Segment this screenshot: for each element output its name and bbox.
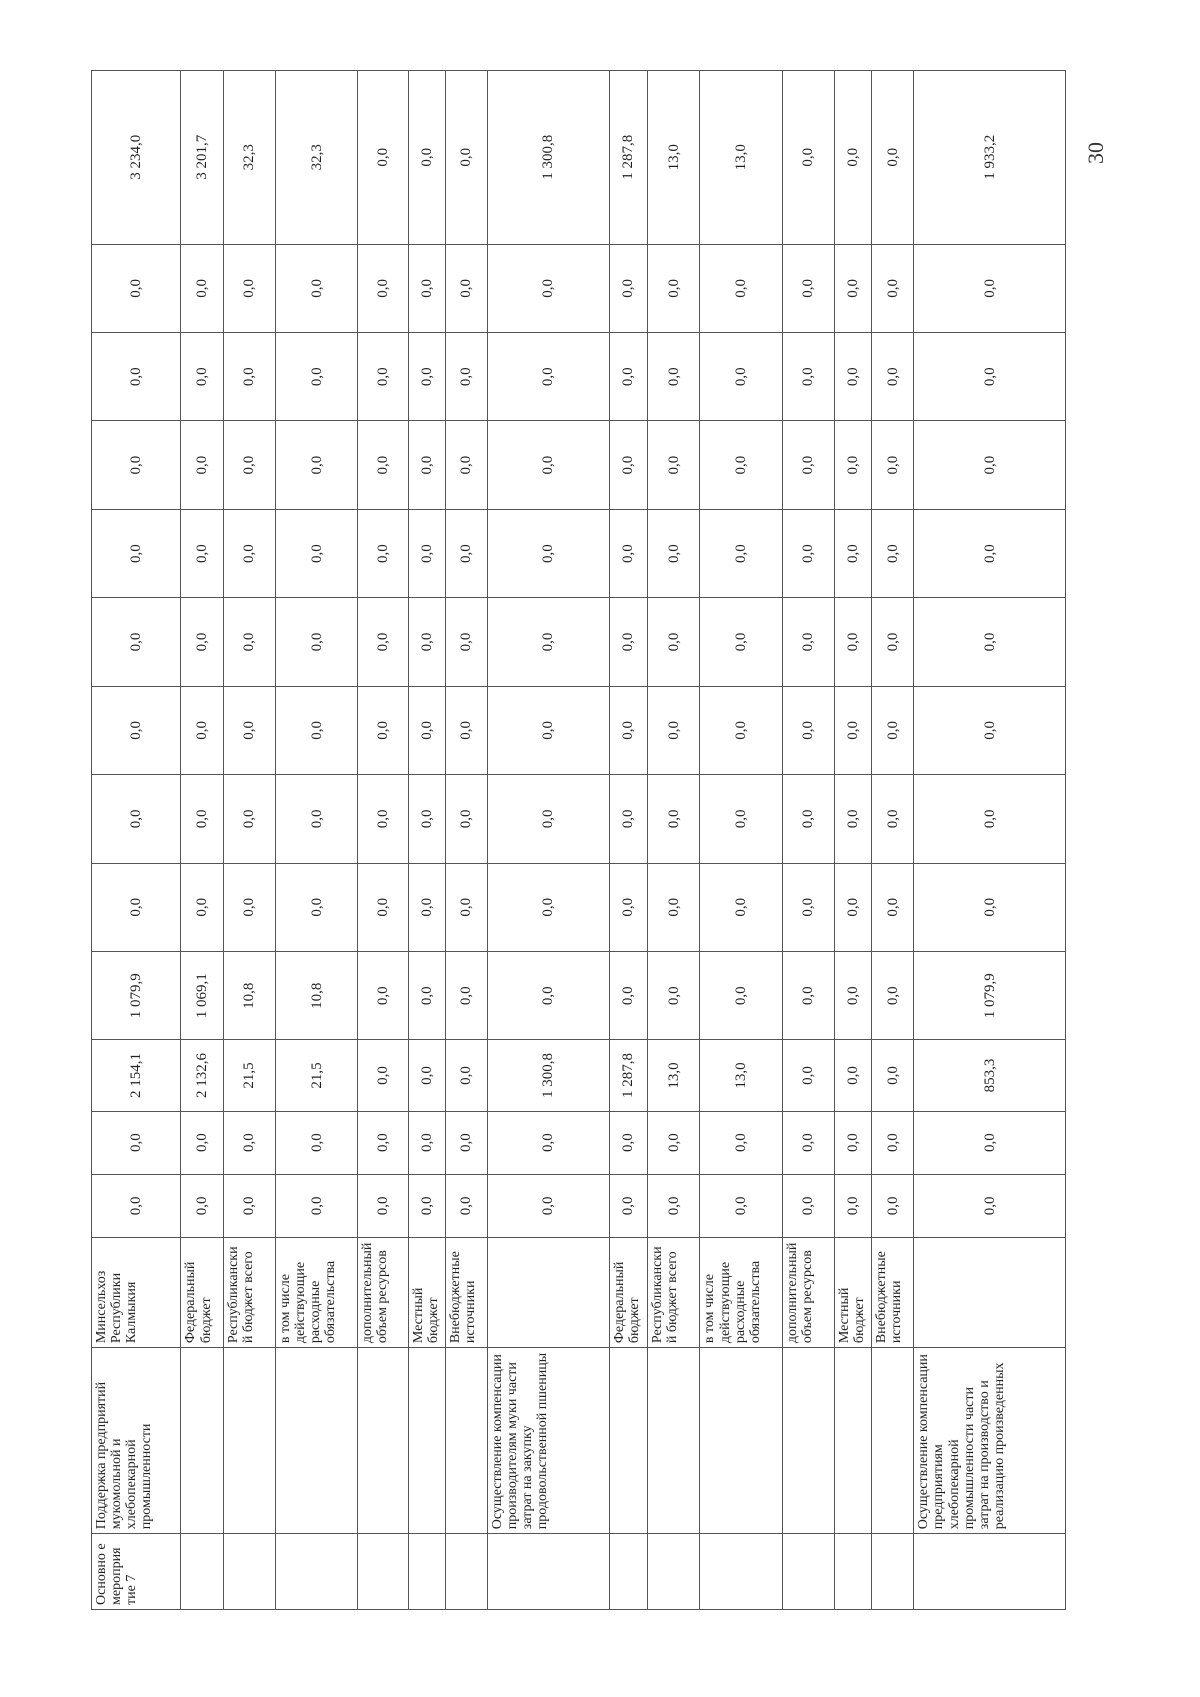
value-cell: 0,0 <box>914 686 1066 774</box>
value-cell: 1 079,9 <box>92 951 181 1039</box>
value-cell: 1 300,8 <box>487 71 609 245</box>
table-row <box>487 71 609 1610</box>
value-cell: 0,0 <box>223 686 276 774</box>
value-cell: 0,0 <box>445 333 487 421</box>
funding-source-cell: Республиканский бюджет всего <box>647 1237 700 1347</box>
value-cell: 0,0 <box>358 244 409 332</box>
value-cell: 0,0 <box>914 1174 1066 1237</box>
value-cell: 0,0 <box>782 1174 835 1237</box>
value-cell: 0,0 <box>358 333 409 421</box>
value-cell: 0,0 <box>408 951 445 1039</box>
value-cell: 0,0 <box>276 333 358 421</box>
table-row <box>408 71 445 1610</box>
value-cell: 0,0 <box>835 509 872 597</box>
value-cell: 0,0 <box>92 333 181 421</box>
event-name-cell: Осуществление компенсации предприятиям хлебопекарной промышленности части затрат на производство и реализацию произведенных <box>914 1348 1066 1534</box>
value-cell: 0,0 <box>358 598 409 686</box>
value-cell: 21,5 <box>223 1040 276 1111</box>
value-cell: 0,0 <box>92 598 181 686</box>
funding-source-cell: Минсельхоз Республики Калмыкия <box>92 1237 181 1347</box>
value-cell: 0,0 <box>223 775 276 863</box>
value-cell: 0,0 <box>647 598 700 686</box>
value-cell: 0,0 <box>181 775 223 863</box>
main-event-cell <box>358 1534 409 1610</box>
value-cell: 0,0 <box>487 1174 609 1237</box>
value-cell: 0,0 <box>92 775 181 863</box>
value-cell: 0,0 <box>872 333 914 421</box>
value-cell: 0,0 <box>276 509 358 597</box>
value-cell: 0,0 <box>872 1111 914 1174</box>
funding-source-cell: Федеральный бюджет <box>181 1237 223 1347</box>
value-cell: 0,0 <box>700 598 782 686</box>
main-event-cell: Основно е мероприя тие 7 <box>92 1534 181 1610</box>
value-cell: 0,0 <box>408 1174 445 1237</box>
value-cell: 0,0 <box>487 421 609 509</box>
budget-table <box>91 70 1066 1610</box>
table-row <box>782 71 835 1610</box>
event-name-cell <box>181 1348 223 1534</box>
value-cell: 0,0 <box>181 509 223 597</box>
value-cell: 0,0 <box>700 863 782 951</box>
table-row <box>700 71 782 1610</box>
value-cell: 0,0 <box>872 686 914 774</box>
value-cell: 0,0 <box>835 951 872 1039</box>
table-row <box>609 71 647 1610</box>
value-cell: 32,3 <box>276 71 358 245</box>
main-event-cell <box>223 1534 276 1610</box>
value-cell: 0,0 <box>835 775 872 863</box>
table-row <box>872 71 914 1610</box>
value-cell: 0,0 <box>647 686 700 774</box>
value-cell: 0,0 <box>647 1111 700 1174</box>
funding-source-cell: Местный бюджет <box>408 1237 445 1347</box>
funding-source-cell <box>914 1237 1066 1347</box>
table-row <box>181 71 223 1610</box>
value-cell: 0,0 <box>872 421 914 509</box>
event-name-cell <box>358 1348 409 1534</box>
value-cell: 0,0 <box>276 863 358 951</box>
value-cell: 0,0 <box>92 1111 181 1174</box>
value-cell: 0,0 <box>181 244 223 332</box>
rotated-table-container <box>91 70 1066 1610</box>
value-cell: 0,0 <box>782 1111 835 1174</box>
value-cell: 0,0 <box>782 775 835 863</box>
value-cell: 0,0 <box>835 1040 872 1111</box>
value-cell: 0,0 <box>358 421 409 509</box>
value-cell: 0,0 <box>276 598 358 686</box>
table-row <box>223 71 276 1610</box>
value-cell: 853,3 <box>914 1040 1066 1111</box>
value-cell: 0,0 <box>408 1040 445 1111</box>
main-event-cell <box>408 1534 445 1610</box>
value-cell: 0,0 <box>835 1174 872 1237</box>
funding-source-cell: Республиканский бюджет всего <box>223 1237 276 1347</box>
event-name-cell <box>408 1348 445 1534</box>
value-cell: 0,0 <box>647 775 700 863</box>
value-cell: 0,0 <box>408 775 445 863</box>
value-cell: 0,0 <box>609 1174 647 1237</box>
value-cell: 0,0 <box>487 598 609 686</box>
value-cell: 0,0 <box>872 951 914 1039</box>
funding-source-cell <box>487 1237 609 1347</box>
value-cell: 0,0 <box>92 421 181 509</box>
event-name-cell: Поддержка предприятий мукомольной и хлебопекарной промышленности <box>92 1348 181 1534</box>
value-cell: 0,0 <box>92 244 181 332</box>
value-cell: 0,0 <box>872 775 914 863</box>
value-cell: 0,0 <box>782 244 835 332</box>
value-cell: 0,0 <box>223 421 276 509</box>
value-cell: 0,0 <box>408 509 445 597</box>
main-event-cell <box>782 1534 835 1610</box>
value-cell: 0,0 <box>445 775 487 863</box>
table-row <box>445 71 487 1610</box>
value-cell: 0,0 <box>358 509 409 597</box>
value-cell: 0,0 <box>358 1111 409 1174</box>
value-cell: 0,0 <box>609 598 647 686</box>
value-cell: 0,0 <box>358 71 409 245</box>
funding-source-cell: Федеральный бюджет <box>609 1237 647 1347</box>
value-cell: 0,0 <box>223 333 276 421</box>
value-cell: 0,0 <box>647 1174 700 1237</box>
event-name-cell <box>223 1348 276 1534</box>
event-name-cell <box>276 1348 358 1534</box>
value-cell: 0,0 <box>914 244 1066 332</box>
value-cell: 0,0 <box>700 686 782 774</box>
value-cell: 0,0 <box>872 863 914 951</box>
value-cell: 0,0 <box>914 509 1066 597</box>
main-event-cell <box>181 1534 223 1610</box>
value-cell: 0,0 <box>408 333 445 421</box>
value-cell: 13,0 <box>700 71 782 245</box>
value-cell: 0,0 <box>872 509 914 597</box>
page-number: 30 <box>1083 142 1108 164</box>
value-cell: 0,0 <box>408 71 445 245</box>
value-cell: 0,0 <box>872 244 914 332</box>
value-cell: 0,0 <box>408 1111 445 1174</box>
value-cell: 0,0 <box>445 598 487 686</box>
value-cell: 32,3 <box>223 71 276 245</box>
funding-source-cell: Внебюджетные источники <box>872 1237 914 1347</box>
value-cell: 0,0 <box>487 775 609 863</box>
value-cell: 0,0 <box>276 421 358 509</box>
value-cell: 0,0 <box>445 244 487 332</box>
table-body <box>92 71 1066 1610</box>
value-cell: 0,0 <box>408 421 445 509</box>
value-cell: 0,0 <box>835 244 872 332</box>
value-cell: 0,0 <box>487 686 609 774</box>
value-cell: 0,0 <box>835 333 872 421</box>
value-cell: 0,0 <box>835 863 872 951</box>
value-cell: 0,0 <box>835 598 872 686</box>
value-cell: 0,0 <box>872 598 914 686</box>
main-event-cell <box>872 1534 914 1610</box>
value-cell: 0,0 <box>782 686 835 774</box>
value-cell: 13,0 <box>647 1040 700 1111</box>
value-cell: 2 132,6 <box>181 1040 223 1111</box>
value-cell: 1 079,9 <box>914 951 1066 1039</box>
value-cell: 0,0 <box>782 71 835 245</box>
value-cell: 0,0 <box>276 1174 358 1237</box>
main-event-cell <box>609 1534 647 1610</box>
value-cell: 3 234,0 <box>92 71 181 245</box>
value-cell: 0,0 <box>181 1111 223 1174</box>
value-cell: 0,0 <box>914 775 1066 863</box>
table-row <box>92 71 181 1610</box>
value-cell: 3 201,7 <box>181 71 223 245</box>
value-cell: 0,0 <box>609 775 647 863</box>
value-cell: 0,0 <box>609 863 647 951</box>
value-cell: 0,0 <box>487 509 609 597</box>
value-cell: 0,0 <box>358 686 409 774</box>
value-cell: 0,0 <box>358 775 409 863</box>
value-cell: 0,0 <box>223 1174 276 1237</box>
value-cell: 0,0 <box>445 421 487 509</box>
value-cell: 0,0 <box>782 509 835 597</box>
value-cell: 0,0 <box>647 244 700 332</box>
value-cell: 0,0 <box>835 686 872 774</box>
value-cell: 0,0 <box>358 951 409 1039</box>
funding-source-cell: Внебюджетные источники <box>445 1237 487 1347</box>
value-cell: 0,0 <box>181 333 223 421</box>
value-cell: 0,0 <box>408 244 445 332</box>
value-cell: 0,0 <box>782 951 835 1039</box>
value-cell: 0,0 <box>223 244 276 332</box>
value-cell: 0,0 <box>445 71 487 245</box>
value-cell: 21,5 <box>276 1040 358 1111</box>
value-cell: 0,0 <box>487 863 609 951</box>
value-cell: 0,0 <box>700 421 782 509</box>
value-cell: 0,0 <box>835 421 872 509</box>
value-cell: 0,0 <box>872 1040 914 1111</box>
value-cell: 0,0 <box>445 509 487 597</box>
value-cell: 1 069,1 <box>181 951 223 1039</box>
value-cell: 0,0 <box>408 863 445 951</box>
value-cell: 0,0 <box>609 1111 647 1174</box>
value-cell: 2 154,1 <box>92 1040 181 1111</box>
value-cell: 0,0 <box>445 863 487 951</box>
value-cell: 0,0 <box>445 951 487 1039</box>
value-cell: 0,0 <box>181 686 223 774</box>
event-name-cell <box>647 1348 700 1534</box>
value-cell: 0,0 <box>914 1111 1066 1174</box>
value-cell: 0,0 <box>835 71 872 245</box>
value-cell: 0,0 <box>223 863 276 951</box>
table-row <box>276 71 358 1610</box>
main-event-cell <box>914 1534 1066 1610</box>
value-cell: 0,0 <box>276 775 358 863</box>
funding-source-cell: в том числе действующие расходные обязательства <box>276 1237 358 1347</box>
value-cell: 1 287,8 <box>609 1040 647 1111</box>
value-cell: 0,0 <box>914 333 1066 421</box>
value-cell: 0,0 <box>647 333 700 421</box>
funding-source-cell: в том числе действующие расходные обязательства <box>700 1237 782 1347</box>
funding-source-cell: дополнительный объем ресурсов <box>358 1237 409 1347</box>
value-cell: 0,0 <box>609 421 647 509</box>
value-cell: 10,8 <box>276 951 358 1039</box>
funding-source-cell: Местный бюджет <box>835 1237 872 1347</box>
value-cell: 0,0 <box>445 1040 487 1111</box>
value-cell: 0,0 <box>782 598 835 686</box>
main-event-cell <box>487 1534 609 1610</box>
value-cell: 0,0 <box>445 1174 487 1237</box>
value-cell: 0,0 <box>609 509 647 597</box>
value-cell: 0,0 <box>408 686 445 774</box>
value-cell: 1 300,8 <box>487 1040 609 1111</box>
value-cell: 0,0 <box>782 863 835 951</box>
value-cell: 0,0 <box>223 598 276 686</box>
value-cell: 0,0 <box>181 863 223 951</box>
table-row <box>914 71 1066 1610</box>
value-cell: 0,0 <box>647 863 700 951</box>
event-name-cell <box>872 1348 914 1534</box>
value-cell: 0,0 <box>92 509 181 597</box>
value-cell: 0,0 <box>358 863 409 951</box>
main-event-cell <box>276 1534 358 1610</box>
value-cell: 1 287,8 <box>609 71 647 245</box>
value-cell: 0,0 <box>609 333 647 421</box>
value-cell: 0,0 <box>223 1111 276 1174</box>
value-cell: 0,0 <box>223 509 276 597</box>
value-cell: 0,0 <box>700 333 782 421</box>
value-cell: 0,0 <box>782 1040 835 1111</box>
value-cell: 0,0 <box>276 244 358 332</box>
value-cell: 0,0 <box>914 598 1066 686</box>
value-cell: 0,0 <box>700 509 782 597</box>
value-cell: 0,0 <box>445 686 487 774</box>
value-cell: 0,0 <box>782 333 835 421</box>
value-cell: 1 933,2 <box>914 71 1066 245</box>
value-cell: 0,0 <box>92 1174 181 1237</box>
value-cell: 0,0 <box>181 1174 223 1237</box>
value-cell: 0,0 <box>782 421 835 509</box>
value-cell: 0,0 <box>276 1111 358 1174</box>
value-cell: 0,0 <box>92 686 181 774</box>
value-cell: 0,0 <box>835 1111 872 1174</box>
table-row <box>647 71 700 1610</box>
value-cell: 0,0 <box>700 951 782 1039</box>
funding-source-cell: дополнительный объем ресурсов <box>782 1237 835 1347</box>
event-name-cell <box>609 1348 647 1534</box>
value-cell: 0,0 <box>445 1111 487 1174</box>
table-row <box>835 71 872 1610</box>
main-event-cell <box>835 1534 872 1610</box>
value-cell: 0,0 <box>609 244 647 332</box>
value-cell: 0,0 <box>487 1111 609 1174</box>
value-cell: 0,0 <box>358 1174 409 1237</box>
value-cell: 0,0 <box>647 951 700 1039</box>
event-name-cell <box>445 1348 487 1534</box>
value-cell: 0,0 <box>487 951 609 1039</box>
value-cell: 0,0 <box>609 951 647 1039</box>
value-cell: 0,0 <box>700 1174 782 1237</box>
event-name-cell: Осуществление компенсации производителям муки части затрат на закупку продовольственной пшеницы <box>487 1348 609 1534</box>
value-cell: 0,0 <box>700 1111 782 1174</box>
value-cell: 0,0 <box>181 598 223 686</box>
value-cell: 0,0 <box>700 775 782 863</box>
value-cell: 0,0 <box>647 509 700 597</box>
event-name-cell <box>782 1348 835 1534</box>
value-cell: 0,0 <box>872 71 914 245</box>
value-cell: 0,0 <box>276 686 358 774</box>
value-cell: 10,8 <box>223 951 276 1039</box>
main-event-cell <box>700 1534 782 1610</box>
event-name-cell <box>835 1348 872 1534</box>
value-cell: 0,0 <box>181 421 223 509</box>
value-cell: 0,0 <box>358 1040 409 1111</box>
event-name-cell <box>700 1348 782 1534</box>
value-cell: 0,0 <box>487 333 609 421</box>
value-cell: 0,0 <box>647 421 700 509</box>
value-cell: 13,0 <box>700 1040 782 1111</box>
value-cell: 0,0 <box>700 244 782 332</box>
value-cell: 0,0 <box>92 863 181 951</box>
value-cell: 0,0 <box>914 421 1066 509</box>
value-cell: 13,0 <box>647 71 700 245</box>
value-cell: 0,0 <box>408 598 445 686</box>
value-cell: 0,0 <box>609 686 647 774</box>
main-event-cell <box>445 1534 487 1610</box>
main-event-cell <box>647 1534 700 1610</box>
value-cell: 0,0 <box>872 1174 914 1237</box>
table-row <box>358 71 409 1610</box>
value-cell: 0,0 <box>914 863 1066 951</box>
value-cell: 0,0 <box>487 244 609 332</box>
